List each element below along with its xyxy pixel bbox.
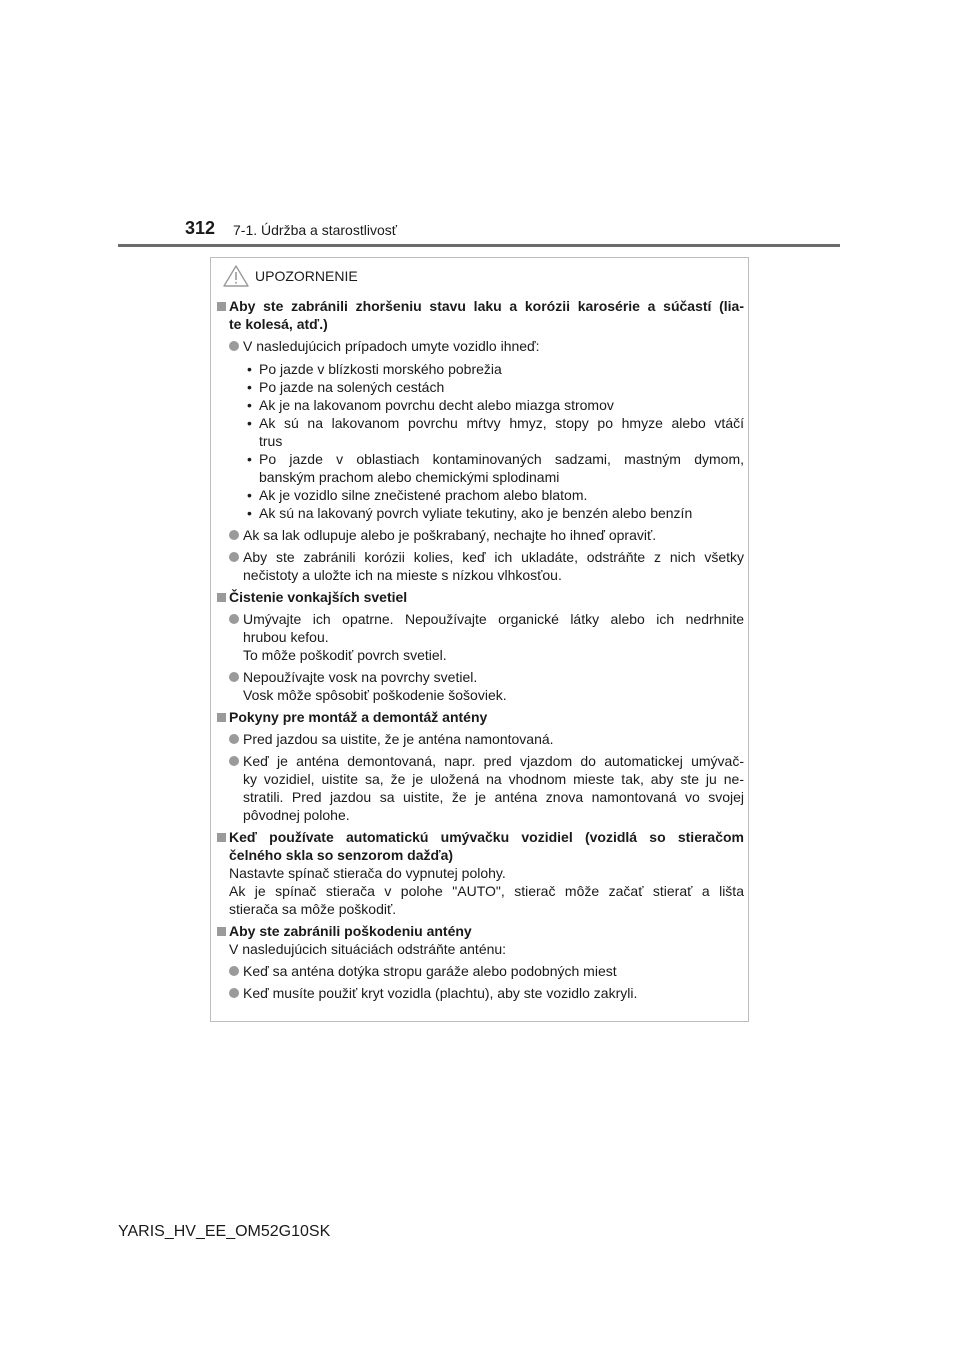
list-item: • Ak sú na lakovanom povrchu mŕtvy hmyz, stopy po hmyze alebo vtáčí trus xyxy=(247,415,744,449)
item-text: V nasledujúcich prípadoch umyte vozidlo ihneď: xyxy=(243,338,540,354)
list-item: • Ak sú na lakovaný povrch vyliate tekutiny, ako je benzén alebo benzín xyxy=(243,504,744,522)
square-marker-icon xyxy=(217,593,226,602)
section-heading-car-wash xyxy=(217,828,744,864)
item-text: Umývajte ich opatrne. Nepoužívajte organické látky alebo ich nedrhnite xyxy=(243,611,744,627)
list-item-text: Ak je na lakovanom povrchu decht alebo miazga stromov xyxy=(259,397,614,413)
item-text: Keď sa anténa dotýka stropu garáže alebo podobných miest xyxy=(243,963,617,979)
item-text: To môže poškodiť povrch svetiel. xyxy=(243,647,447,663)
item-text: nečistoty a uložte ich na mieste s nízkou vlhkosťou. xyxy=(243,567,562,583)
circle-bullet-icon xyxy=(229,988,239,998)
warning-triangle-icon xyxy=(223,264,249,288)
heading-line: Keď používate automatickú umývačku vozidiel (vozidlá so stieračom xyxy=(229,829,744,845)
document-code: YARIS_HV_EE_OM52G10SK xyxy=(118,1223,331,1240)
list-item-text: Po jazde v blízkosti morského pobrežia xyxy=(259,361,502,377)
bullet-list-wash-cases xyxy=(217,360,744,522)
item-vehicle-cover xyxy=(217,984,744,1002)
item-wash-immediately xyxy=(217,337,744,355)
square-marker-icon xyxy=(217,927,226,936)
warning-header xyxy=(223,263,358,289)
item-antenna-removed xyxy=(217,752,744,824)
heading-line: čelného skla so senzorom dažďa) xyxy=(229,847,454,863)
list-item-text: Po jazde na solených cestách xyxy=(259,379,445,395)
car-wash-text xyxy=(217,864,744,918)
section-heading-exterior-lights xyxy=(217,588,744,606)
item-text: Aby ste zabránili korózii kolies, keď ich ukladáte, odstráňte z nich všetky xyxy=(243,549,744,565)
item-no-wax xyxy=(217,668,744,704)
heading-line: Pokyny pre montáž a demontáž antény xyxy=(229,709,488,725)
paragraph-line: Ak je spínač stierača v polohe "AUTO", stierač môže začať stierať a lišta xyxy=(229,883,744,899)
header-rule xyxy=(118,244,840,247)
list-item-text: Ak sú na lakovaný povrch vyliate tekutiny, ako je benzén alebo benzín xyxy=(259,505,693,521)
square-marker-icon xyxy=(217,302,226,311)
heading-line: Aby ste zabránili poškodeniu antény xyxy=(229,923,472,939)
section-heading-paint-corrosion xyxy=(217,297,744,333)
item-text: Keď musíte použiť kryt vozidla (plachtu), aby ste vozidlo zakryli. xyxy=(243,985,638,1001)
item-text: Ak sa lak odlupuje alebo je poškrabaný, nechajte ho ihneď opraviť. xyxy=(243,527,657,543)
list-item: • Ak je vozidlo silne znečistené prachom alebo blatom. xyxy=(243,486,744,504)
paragraph-line: Nastavte spínač stierača do vypnutej polohy. xyxy=(229,865,506,881)
section-heading-antenna-mounting xyxy=(217,708,744,726)
item-text: Keď je anténa demontovaná, napr. pred vjazdom do automatickej umývač- xyxy=(243,753,744,769)
circle-bullet-icon xyxy=(229,966,239,976)
square-marker-icon xyxy=(217,713,226,722)
section-heading-antenna-damage xyxy=(217,922,744,940)
list-item-text: banským prachom alebo chemickými splodinami xyxy=(259,469,560,485)
warning-box xyxy=(210,257,749,1022)
heading-line: te kolesá, atď.) xyxy=(229,316,328,332)
item-garage-ceiling xyxy=(217,962,744,980)
list-item: • Po jazde v oblastiach kontaminovaných sadzami, mastným dymom, banským prachom alebo chemickými splodinami xyxy=(247,451,744,485)
square-marker-icon xyxy=(217,833,226,842)
list-item: • Po jazde v blízkosti morského pobrežia xyxy=(243,360,744,378)
antenna-damage-text xyxy=(217,940,744,958)
paragraph-line: stierača sa môže poškodiť. xyxy=(229,901,397,917)
heading-line: Čistenie vonkajších svetiel xyxy=(229,589,408,605)
circle-bullet-icon xyxy=(229,530,239,540)
warning-content xyxy=(217,297,744,1002)
item-text: Nepoužívajte vosk na povrchy svetiel. xyxy=(243,669,478,685)
list-item: • Ak je na lakovanom povrchu decht alebo miazga stromov xyxy=(243,396,744,414)
item-antenna-mounted xyxy=(217,730,744,748)
circle-bullet-icon xyxy=(229,672,239,682)
paragraph-line: V nasledujúcich situáciách odstráňte anténu: xyxy=(229,941,507,957)
heading-line: Aby ste zabránili zhoršeniu stavu laku a korózii karosérie a súčastí (lia- xyxy=(229,298,744,314)
item-text: Vosk môže spôsobiť poškodenie šošoviek. xyxy=(243,687,507,703)
circle-bullet-icon xyxy=(229,756,239,766)
item-wash-carefully xyxy=(217,610,744,664)
item-text: ky vozidiel, uistite sa, že je uložená na vhodnom mieste tak, aby ste ju ne- xyxy=(243,771,744,787)
item-text: hrubou kefou. xyxy=(243,629,329,645)
item-text: Pred jazdou sa uistite, že je anténa namontovaná. xyxy=(243,731,554,747)
item-wheel-storage xyxy=(217,548,744,584)
circle-bullet-icon xyxy=(229,552,239,562)
list-item: • Po jazde na solených cestách xyxy=(243,378,744,396)
item-text: stratili. Pred jazdou sa uistite, že je anténa znova namontovaná vo svojej xyxy=(243,789,744,805)
circle-bullet-icon xyxy=(229,341,239,351)
section-title: 7-1. Údržba a starostlivosť xyxy=(233,222,397,238)
item-paint-damage xyxy=(217,526,744,544)
warning-label: UPOZORNENIE xyxy=(255,268,358,284)
list-item-text: Ak je vozidlo silne znečistené prachom alebo blatom. xyxy=(259,487,588,503)
item-text: pôvodnej polohe. xyxy=(243,807,350,823)
list-item-text: Ak sú na lakovanom povrchu mŕtvy hmyz, stopy po hmyze alebo vtáčí xyxy=(259,415,744,431)
page-number: 312 xyxy=(185,218,216,238)
circle-bullet-icon xyxy=(229,614,239,624)
list-item-text: trus xyxy=(259,433,283,449)
list-item-text: Po jazde v oblastiach kontaminovaných sadzami, mastným dymom, xyxy=(259,451,744,467)
circle-bullet-icon xyxy=(229,734,239,744)
